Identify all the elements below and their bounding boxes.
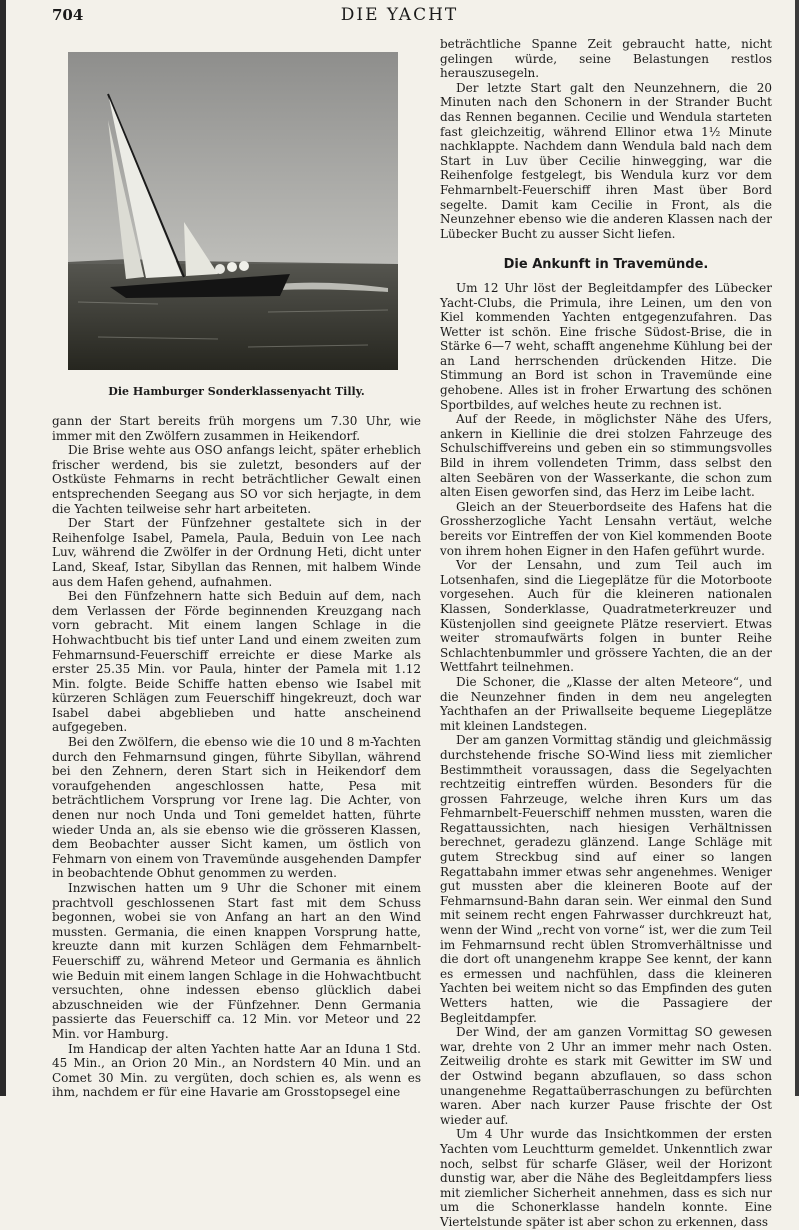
paragraph: Der letzte Start galt den Neunzehnern, die 20 Minuten nach den Schonern in der Strander Bucht das Rennen begannen. Cecilie und Wendula starteten fast gleichzeitig, während Ellinor etwa 1½ Minute nachklappte. Nachdem dann Wendula bald nach dem Start in Luv über Cecilie hinwegging, war die Reihenfolge festgelegt, bis Wendula kurz vor dem Fehmarnbelt-Feuerschiff ihren Mast über Bord segelte. Damit kam Cecilie in Front, als die Neunzehner ebenso wie die anderen Klassen nach der Lübecker Bucht zu ausser Sicht liefen.: [440, 80, 772, 241]
page-number: 704: [52, 6, 84, 24]
section-heading: Die Ankunft in Travemünde.: [503, 257, 709, 273]
paragraph: beträchtliche Spanne Zeit gebraucht hatte, nicht gelingen würde, seine Belastungen restlos herauszusegeln.: [440, 37, 772, 81]
figure-caption: Die Hamburger Sonderklassenyacht Tilly.: [108, 385, 365, 398]
paragraph: Der Start der Fünfzehner gestaltete sich in der Reihenfolge Isabel, Pamela, Paula, Beduin von Lee nach Luv, während die Zwölfer in der Ordnung Heti, dicht unter Land, Skeaf, Istar, Sibyllan das Rennen, mit halbem Winde aus dem Hafen gehend, aufnahmen.: [52, 516, 421, 589]
sailing-yacht-illustration: [68, 52, 398, 370]
scan-edge-left: [0, 0, 6, 1096]
running-head-title: DIE YACHT: [340, 5, 459, 25]
paragraph: Der Wind, der am ganzen Vormittag SO gewesen war, drehte von 2 Uhr an immer mehr nach Osten. Zeitweilig drohte es stark mit Gewitter im SW und der Ostwind begann abzuflauen, so dass schon unangenehme Regattaüberraschungen zu befürchten waren. Aber nach kurzer Pause frischte der Ost wieder auf.: [440, 1025, 772, 1127]
paragraph: gann der Start bereits früh morgens um 7.30 Uhr, wie immer mit den Zwölfern zusammen in Heikendorf.: [52, 414, 421, 443]
paragraph: Im Handicap der alten Yachten hatte Aar an Iduna 1 Std. 45 Min., an Orion 20 Min., an Nordstern 40 Min. und an Comet 30 Min. zu vergüten, doch schien es, als wenn es ihm, nachdem er für eine Havarie am Grosstopsegel eine: [52, 1041, 421, 1100]
yacht-photo: [68, 52, 398, 370]
paragraph: Auf der Reede, in möglichster Nähe des Ufers, ankern in Kiellinie die drei stolzen Fahrzeuge des Schulschiffvereins und geben ein so stimmungsvolles Bild in ihrem vollendeten Trimm, dass selbst den alten Seebären von der Wasserkante, die schon zum alten Eisen geworfen sind, das Herz im Leibe lacht.: [440, 412, 772, 500]
paragraph: Um 12 Uhr löst der Begleitdampfer des Lübecker Yacht-Clubs, die Primula, ihre Leinen, um den von Kiel kommenden Yachten entgegenzufahren. Das Wetter ist schön. Eine frische Südost-Brise, die in Stärke 6—7 weht, schafft angenehme Kühlung bei der an Land herrschenden drückenden Hitze. Die Stimmung an Bord ist schon in Travemünde eine gehobene. Alles ist in froher Erwartung des schönen Sportbildes, auf welches heute zu rechnen ist.: [440, 280, 772, 412]
paragraph: Gleich an der Steuerbordseite des Hafens hat die Grossherzogliche Yacht Lensahn vertäut, welche bereits vor Eintreffen der von Kiel kommenden Boote von ihrem hohen Eigner in den Hafen geführt wurde.: [440, 499, 772, 558]
paragraph: Die Brise wehte aus OSO anfangs leicht, später erheblich frischer werdend, bis sie zuletzt, besonders auf der Ostküste Fehmarns in recht beträchtlicher Gewalt einen entsprechenden Seegang aus SO vor sich herjagte, in dem die Yachten teilweise sehr hart arbeiteten.: [52, 443, 421, 516]
paragraph: Bei den Zwölfern, die ebenso wie die 10 und 8 m-Yachten durch den Fehmarnsund gingen, führte Sibyllan, während bei den Zehnern, deren Start sich in Heikendorf dem voraufgehenden angeschlossen hatte, Pesa mit beträchtlichem Vorsprung vor Irene lag. Die Achter, von denen nur noch Unda und Toni gemeldet hatten, führte wieder Unda an, als sie ebenso wie die grösseren Klassen, dem Beobachter ausser Sicht kamen, um östlich von Fehmarn von einem von Travemünde ausgehenden Dampfer in beobachtende Obhut genommen zu werden.: [52, 735, 421, 881]
scan-edge-right: [795, 0, 799, 1096]
paragraph: Bei den Fünfzehnern hatte sich Beduin auf dem, nach dem Verlassen der Förde beginnenden Kreuzgang nach vorn gebracht. Mit einem langen Schlage in die Hohwachtbucht bis tief unter Land und einem zweiten zum Fehmarnsund-Feuerschiff erreichte er diese Marke als erster 25.35 Min. vor Paula, hinter der Pamela mit 1.12 Min. folgte. Beide Schiffe hatten ebenso wie Isabel mit kürzeren Schlägen zum Feuerschiff hingekreuzt, doch war Isabel dabei abgeblieben und hatte anscheinend aufgegeben.: [52, 589, 421, 735]
paragraph: Die Schoner, die „Klasse der alten Meteore“, und die Neunzehner finden in dem neu angelegten Yachthafen an der Priwallseite bequeme Liegeplätze mit kleinen Landstegen.: [440, 674, 772, 733]
paragraph: Inzwischen hatten um 9 Uhr die Schoner mit einem prachtvoll geschlossenen Start fast mit dem Schuss begonnen, wobei sie von Anfang an hart an den Wind mussten. Germania, die einen knappen Vorsprung hatte, kreuzte dann mit kurzen Schlägen dem Fehmarnbelt-Feuerschiff zu, während Meteor und Germania es ähnlich wie Beduin mit einem langen Schlage in die Hohwachtbucht versuchten, ohne indessen ebenso glücklich dabei abzuschneiden wie der Fünfzehner. Denn Germania passierte das Feuerschiff ca. 12 Min. vor Meteor und 22 Min. vor Hamburg.: [52, 881, 421, 1041]
paragraph: Vor der Lensahn, und zum Teil auch im Lotsenhafen, sind die Liegeplätze für die Motorboote vorgesehen. Auch für die kleineren nationalen Klassen, Sonderklasse, Quadratmeterkreuzer und Küstenjollen sind geeignete Plätze reserviert. Etwas weiter stromaufwärts folgen in bunter Reihe Schlachtenbummler und grössere Yachten, die an der Wettfahrt teilnehmen.: [440, 558, 772, 675]
paragraph: Um 4 Uhr wurde das Insichtkommen der ersten Yachten vom Leuchtturm gemeldet. Unkenntlich zwar noch, selbst für scharfe Gläser, weil der Horizont dunstig war, aber die Nähe des Begleitdampfers liess mit ziemlicher Sicherheit annehmen, dass es sich nur um die Schonerklasse handeln konnte. Eine Viertelstunde später ist aber schon zu erkennen, dass: [440, 1127, 772, 1229]
paragraph: Der am ganzen Vormittag ständig und gleichmässig durchstehende frische SO-Wind liess mit ziemlicher Bestimmtheit voraussagen, dass die Segelyachten rechtzeitig eintreffen würden. Besonders für die grossen Fahrzeuge, welche ihren Kurs um das Fehmarnbelt-Feuerschiff nehmen mussten, waren die Regattaussichten, nach hiesigen Verhältnissen berechnet, geradezu glänzend. Lange Schläge mit gutem Streckbug sind auf einer so langen Regattabahn immer etwas sehr angenehmes. Weniger gut mussten aber die kleineren Boote auf der Fehmarnsund-Bahn daran sein. Wer einmal den Sund mit seinem recht engen Fahrwasser durchkreuzt hat, wenn der Wind „recht von vorne“ ist, wer die zum Teil im Fehmarnsund recht üblen Stromverhältnisse und die dort oft unangenehm krappe See kennt, der kann es ermessen und nachfühlen, dass die kleineren Yachten bei weitem nicht so das Empfinden des guten Wetters hatten, wie die Passagiere der Begleitdampfer.: [440, 733, 772, 1025]
right-text-column: [440, 37, 772, 1230]
left-text-column: [52, 414, 421, 1100]
